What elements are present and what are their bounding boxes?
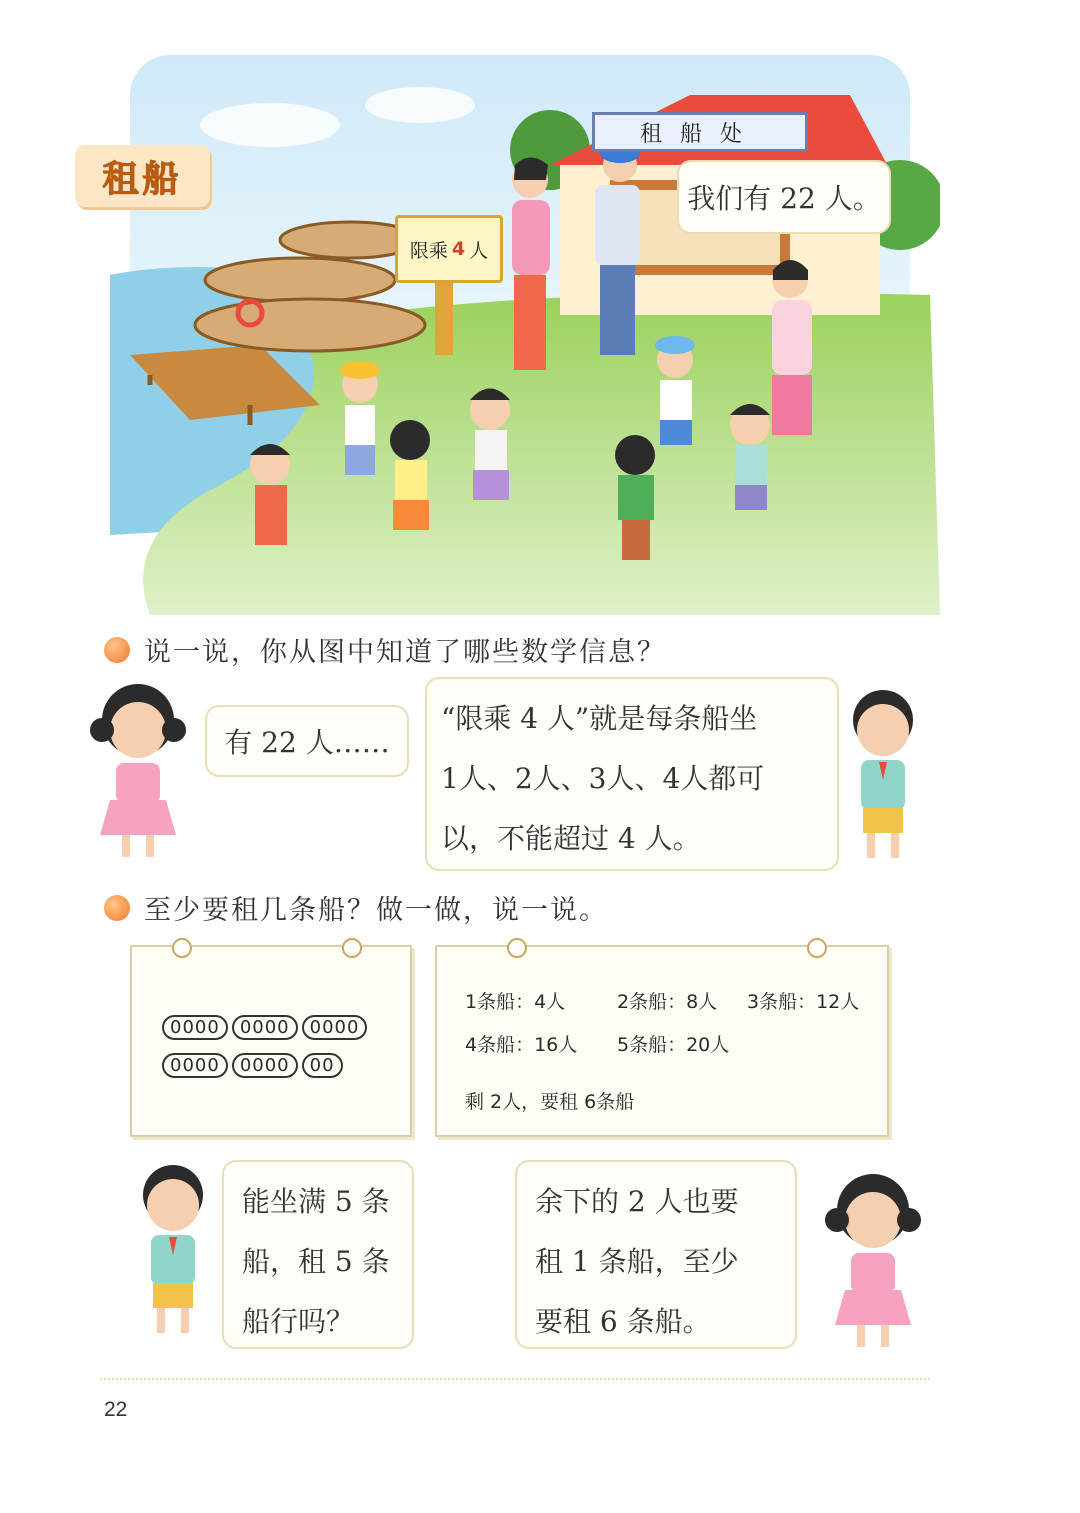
scene-illustration (90, 55, 940, 615)
question-2-text: 至少要租几条船？做一做，说一说。 (144, 895, 608, 926)
question-1 (104, 630, 666, 669)
limit-number: 4 (451, 238, 466, 260)
pin-icon (807, 938, 827, 958)
boy-speech-2-line-1: 能坐满 5 条 (242, 1185, 390, 1218)
question-2 (104, 888, 608, 927)
girl-speech-bubble-1 (205, 705, 409, 777)
lesson-title-tag: 租船 (75, 145, 210, 207)
boy-speech-1-line-1: “限乘 4 人”就是每条船坐 (441, 702, 758, 735)
boat-group: 0000 (232, 1053, 298, 1078)
footer-divider (100, 1378, 930, 1380)
boat-group: 0000 (162, 1053, 228, 1078)
boat-group: 0000 (162, 1015, 228, 1040)
girl-speech-2-line-1: 余下的 2 人也要 (535, 1185, 739, 1218)
girl-character (815, 1165, 930, 1355)
boat-rental-scene (90, 55, 940, 615)
bullet-icon (104, 895, 130, 921)
boat-group-row-1 (162, 1015, 367, 1040)
calc-4-boats: 4条船：16人 (465, 1034, 578, 1056)
girl-speech-bubble-2 (515, 1160, 797, 1349)
bullet-icon (104, 637, 130, 663)
boat-group: 00 (302, 1053, 343, 1078)
grouping-card (130, 945, 412, 1137)
teacher-speech-text: 我们有 22 人。 (687, 182, 881, 215)
rental-office-sign: 租船处 (592, 112, 808, 152)
pin-icon (507, 938, 527, 958)
calc-5-boats: 5条船：20人 (617, 1034, 730, 1056)
girl-speech-2-line-2: 租 1 条船，至少 (535, 1245, 739, 1278)
teacher-speech-bubble (677, 160, 891, 234)
question-1-text: 说一说，你从图中知道了哪些数学信息？ (144, 637, 666, 668)
calc-2-boats: 2条船：8人 (617, 991, 718, 1013)
woman-walking (512, 158, 550, 371)
calc-1-boat: 1条船：4人 (465, 991, 566, 1013)
boy-character (835, 680, 930, 875)
boy-speech-bubble-1 (425, 677, 839, 871)
boat-group: 0000 (302, 1015, 368, 1040)
capacity-limit-sign (395, 215, 503, 283)
calculation-card (435, 945, 889, 1137)
page-number: 22 (104, 1398, 128, 1421)
boat-group: 0000 (232, 1015, 298, 1040)
limit-suffix: 人 (469, 239, 489, 262)
calc-remainder: 剩 2人，要租 6条船 (465, 1091, 635, 1113)
girl-speech-2-line-3: 要租 6 条船。 (535, 1305, 711, 1338)
pin-icon (342, 938, 362, 958)
boy-speech-2-line-2: 船，租 5 条 (242, 1245, 390, 1278)
limit-prefix: 限乘 (409, 239, 448, 262)
girl-speech-1-text: 有 22 人…… (224, 726, 390, 759)
calc-3-boats: 3条船：12人 (747, 991, 860, 1013)
boat-group-row-2 (162, 1053, 343, 1078)
pin-icon (172, 938, 192, 958)
girl-character (80, 675, 195, 865)
boy-speech-bubble-2 (222, 1160, 414, 1349)
boy-speech-1-line-3: 以，不能超过 4 人。 (441, 822, 701, 855)
boy-speech-1-line-2: 1人、2人、3人、4人都可 (441, 762, 765, 795)
boy-speech-2-line-3: 船行吗？ (242, 1305, 355, 1338)
boy-character (125, 1155, 220, 1345)
